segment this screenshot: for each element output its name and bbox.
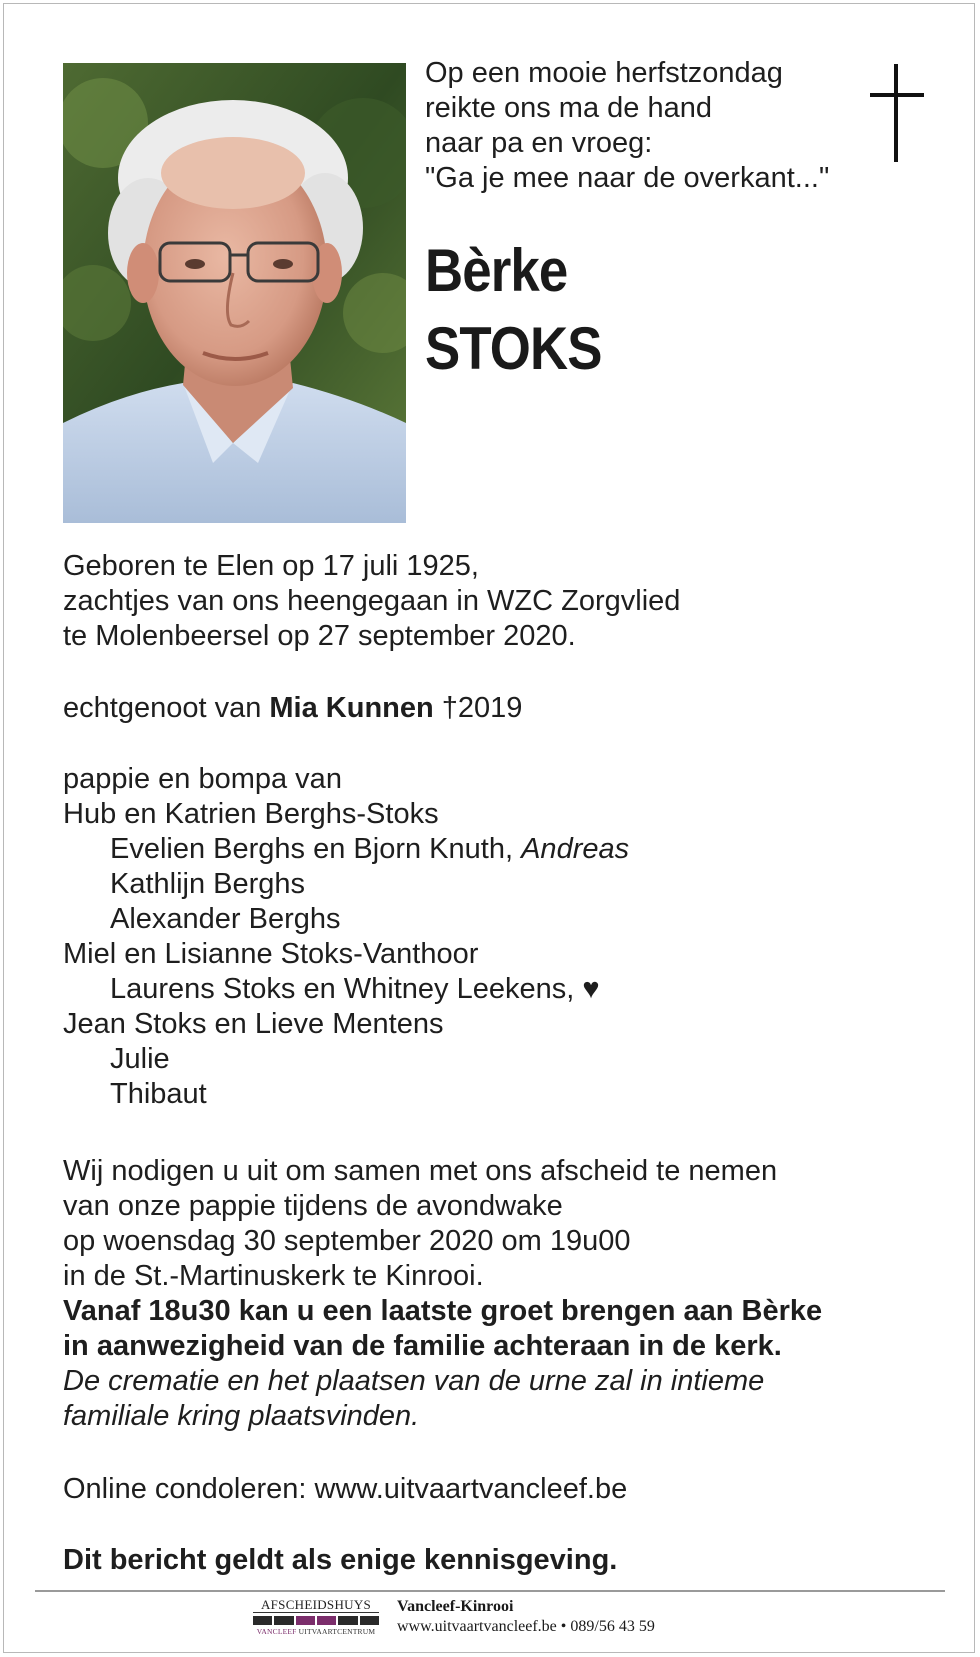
deceased-name	[425, 232, 602, 388]
family-member: Miel en Lisianne Stoks-Vanthoor	[63, 938, 479, 970]
invitation-text	[63, 1154, 822, 1434]
logo-subtext: UITVAARTCENTRUM	[298, 1627, 376, 1636]
death-place-line: te Molenbeersel op 27 september 2020.	[63, 620, 576, 652]
cross-icon	[868, 64, 926, 164]
family-list	[63, 762, 629, 1112]
spouse-prefix: echtgenoot van	[63, 692, 262, 724]
quote-line: Op een mooie herfstzondag	[425, 57, 783, 89]
invitation-line: op woensdag 30 september 2020 om 19u00	[63, 1225, 631, 1257]
logo-brand: VANCLEEF	[256, 1627, 297, 1636]
funeral-home-logo	[253, 1597, 379, 1639]
farewell-line: in aanwezigheid van de familie achteraan in de kerk.	[63, 1330, 782, 1362]
grandchild-name: Evelien Berghs en Bjorn Knuth,	[110, 833, 514, 865]
invitation-line: in de St.-Martinuskerk te Kinrooi.	[63, 1260, 484, 1292]
quote-line: naar pa en vroeg:	[425, 127, 653, 159]
spouse-name: Mia Kunnen	[269, 692, 434, 724]
notice-statement	[63, 1543, 617, 1578]
family-member	[63, 832, 629, 867]
portrait-photo	[63, 63, 406, 523]
last-name: STOKS	[425, 315, 602, 382]
family-member: Laurens Stoks en Whitney Leekens, ♥	[110, 973, 600, 1005]
quote-line: reikte ons ma de hand	[425, 92, 712, 124]
spouse-info	[63, 691, 522, 726]
invitation-line: Wij nodigen u uit om samen met ons afscheid te nemen	[63, 1155, 778, 1187]
family-member: Hub en Katrien Berghs-Stoks	[63, 798, 439, 830]
family-member: Julie	[110, 1043, 170, 1075]
farewell-line: Vanaf 18u30 kan u een laatste groet brengen aan Bèrke	[63, 1295, 823, 1327]
invitation-line: van onze pappie tijdens de avondwake	[63, 1190, 563, 1222]
birth-death-info	[63, 549, 680, 654]
family-member: Jean Stoks en Lieve Mentens	[63, 1008, 444, 1040]
logo-subtitle	[253, 1627, 379, 1636]
opening-quote	[425, 56, 885, 196]
family-member: Alexander Berghs	[110, 903, 341, 935]
cremation-line: familiale kring plaatsvinden.	[63, 1400, 420, 1432]
birth-line: Geboren te Elen op 17 juli 1925,	[63, 550, 479, 582]
funeral-home-name: Vancleef-Kinrooi	[397, 1598, 514, 1615]
family-member: Kathlijn Berghs	[110, 868, 306, 900]
notice-text: Dit bericht geldt als enige kennisgeving.	[63, 1544, 618, 1576]
family-intro: pappie en bompa van	[63, 763, 342, 795]
logo-title: AFSCHEIDSHUYS	[253, 1597, 379, 1613]
death-line: zachtjes van ons heengegaan in WZC Zorgvlied	[63, 585, 681, 617]
family-member: Thibaut	[110, 1078, 207, 1110]
footer-divider	[35, 1590, 945, 1592]
spouse-line	[63, 691, 522, 726]
online-condolences	[63, 1472, 627, 1507]
funeral-home-contact: www.uitvaartvancleef.be • 089/56 43 59	[397, 1618, 655, 1635]
great-grandchild-name: Andreas	[521, 833, 630, 865]
quote-line: "Ga je mee naar de overkant..."	[425, 162, 830, 194]
online-condolences-text: Online condoleren: www.uitvaartvancleef.be	[63, 1473, 628, 1505]
spouse-death-year: †2019	[441, 692, 523, 724]
notice-card	[3, 3, 975, 1653]
cremation-line: De crematie en het plaatsen van de urne zal in intieme	[63, 1365, 765, 1397]
first-name: Bèrke	[425, 237, 568, 304]
logo-bars	[253, 1616, 379, 1625]
